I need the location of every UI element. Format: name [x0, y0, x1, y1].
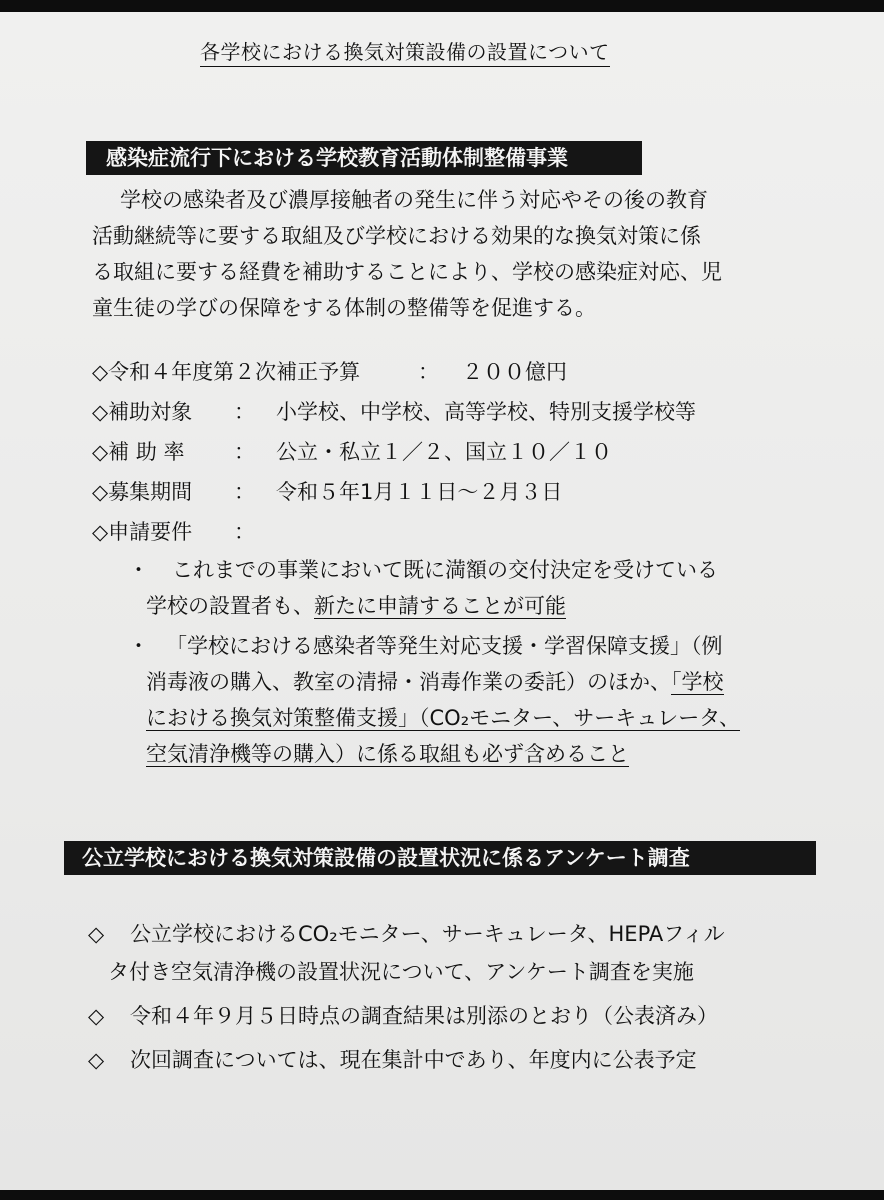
item-requirements-label: ◇申請要件 [92, 520, 193, 544]
item-target-label: ◇補助対象 [92, 400, 193, 424]
req2-line1: 「学校における感染者等発生対応支援・学習保障支援」（例 [166, 634, 723, 658]
item-budget-sep: ： [418, 360, 439, 384]
req1-line2-plain: 学校の設置者も、 [146, 594, 314, 618]
item-requirements-sep: ： [234, 520, 255, 544]
req1-line2 [146, 588, 566, 624]
item-rate-label: ◇補 助 率 [92, 440, 185, 464]
item-budget-value: ２００億円 [462, 360, 567, 384]
item-period-value: 令和５年1月１１日～２月３日 [276, 480, 563, 504]
item-rate-sep: ： [234, 440, 255, 464]
item-target-sep: ： [234, 400, 255, 424]
survey-bullet-2-text: 令和４年９月５日時点の調査結果は別添のとおり（公表済み） [130, 1004, 718, 1028]
document-page [0, 12, 884, 1190]
item-target-value: 小学校、中学校、高等学校、特別支援学校等 [276, 400, 696, 424]
req1-line2-underlined: 新たに申請することが可能 [314, 594, 566, 618]
section1-heading: 感染症流行下における学校教育活動体制整備事業 [86, 141, 642, 175]
req2-line3 [146, 700, 740, 736]
survey-bullet-1-line1: 公立学校におけるCO₂モニター、サーキュレータ、HEPAフィル [130, 922, 725, 946]
intro-line-3: る取組に要する経費を補助することにより、学校の感染症対応、児 [92, 260, 722, 284]
req2-line4-text: 空気清浄機等の購入）に係る取組も必ず含めること [146, 742, 629, 766]
survey-bullet-2-mark: ◇ [88, 1004, 105, 1028]
intro-line-2: 活動継続等に要する取組及び学校における効果的な換気対策に係 [92, 224, 701, 248]
intro-line-1: 学校の感染者及び濃厚接触者の発生に伴う対応やその後の教育 [120, 188, 708, 212]
req2-line2 [146, 664, 724, 700]
req2-line3-text: における換気対策整備支援」（CO₂モニター、サーキュレータ、 [146, 706, 741, 730]
req2-line2-underlined: 「学校 [671, 670, 724, 694]
item-budget-label: ◇令和４年度第２次補正予算 [92, 360, 361, 384]
survey-bullet-3-text: 次回調査については、現在集計中であり、年度内に公表予定 [130, 1048, 697, 1072]
req1-bullet: ・ [128, 558, 149, 582]
section2-heading: 公立学校における換気対策設備の設置状況に係るアンケート調査 [64, 841, 816, 875]
item-rate-value: 公立・私立１／２、国立１０／１０ [276, 440, 612, 464]
item-period-label: ◇募集期間 [92, 480, 193, 504]
req2-line4 [146, 736, 629, 772]
survey-bullet-1-mark: ◇ [88, 922, 105, 946]
survey-bullet-1-line2: タ付き空気清浄機の設置状況について、アンケート調査を実施 [108, 960, 694, 984]
req1-line1: これまでの事業において既に満額の交付決定を受けている [172, 558, 718, 582]
document-title: 各学校における換気対策設備の設置について [200, 38, 610, 67]
intro-line-4: 童生徒の学びの保障をする体制の整備等を促進する。 [92, 296, 596, 320]
req2-bullet: ・ [128, 634, 149, 658]
item-period-sep: ： [234, 480, 255, 504]
req2-line2-plain: 消毒液の購入、教室の清掃・消毒作業の委託）のほか、 [146, 670, 671, 694]
survey-bullet-3-mark: ◇ [88, 1048, 105, 1072]
